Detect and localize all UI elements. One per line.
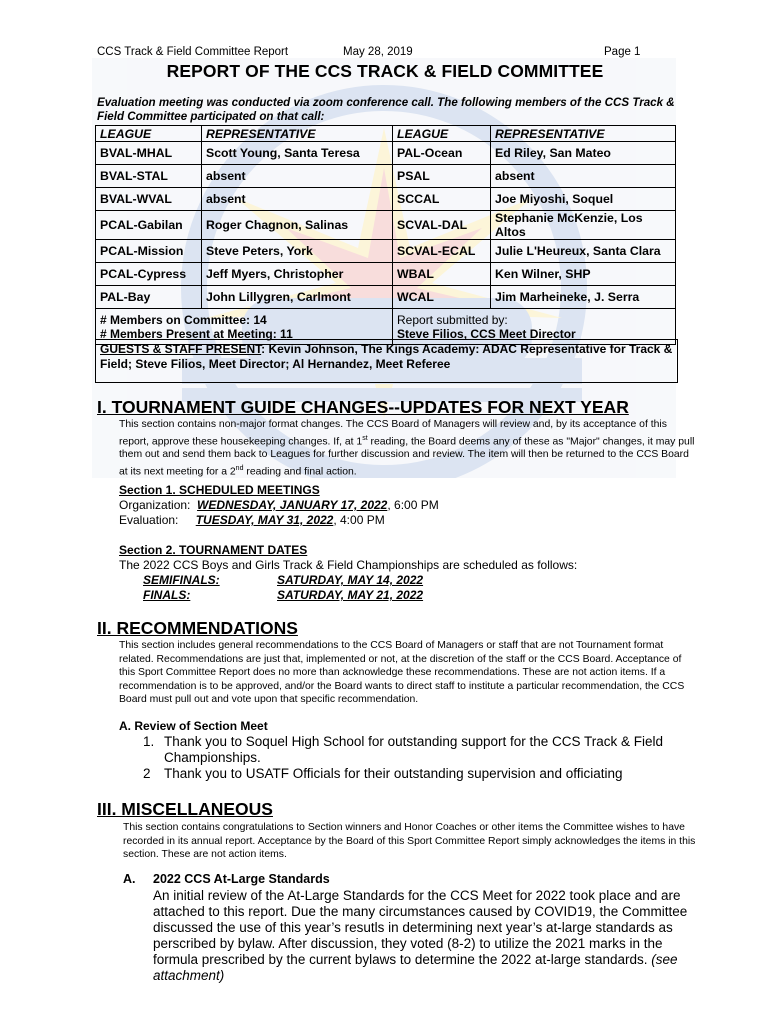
recommendation-item-2: Thank you to USATF Officials for their outstanding supervision and officiating [164, 766, 623, 781]
organization-label: Organization: [119, 498, 198, 512]
review-section-meet-heading: A. Review of Section Meet [119, 719, 268, 733]
table-row [96, 188, 676, 211]
section-1-para-c: reading and final action. [243, 466, 357, 478]
report-submitted-by: Steve Filios, CCS Meet Director [397, 326, 576, 341]
finals-date: SATURDAY, MAY 21, 2022 [277, 588, 424, 602]
table-row [96, 286, 676, 309]
header-date: May 28, 2019 [343, 46, 413, 58]
representatives-table [95, 125, 676, 345]
section-3-paragraph: This section contains congratulations to Section winners and Honor Coaches or other items the Committee wishes to have recorded in its annual report. Acceptance by the Board of this Sport Committee Report simply acknowledges the items in this section. These are not action items. [123, 822, 696, 860]
header-representative-2: REPRESENTATIVE [491, 126, 676, 142]
table-cell: PAL-Ocean [393, 142, 491, 165]
table-cell: SCVAL-DAL [393, 211, 491, 240]
table-row [96, 263, 676, 286]
table-cell: SCVAL-ECAL [393, 240, 491, 263]
guests-text: : Kevin Johnson, The Kings Academy: ADAC Representative for Track & Field; Steve Filios, Meet Director; Al Hernandez, Meet Referee [100, 342, 673, 371]
table-cell: Ed Riley, San Mateo [491, 142, 676, 165]
recommendation-item-1-number: 1. [143, 734, 155, 749]
table-cell: WCAL [393, 286, 491, 309]
report-title: REPORT OF THE CCS TRACK & FIELD COMMITTEE [166, 61, 604, 81]
superscript-nd: nd [235, 464, 244, 472]
table-cell: Stephanie McKenzie, Los Altos [491, 211, 676, 240]
table-row [96, 165, 676, 188]
finals-label: FINALS: [143, 588, 191, 602]
evaluation-date: TUESDAY, MAY 31, 2022 [195, 513, 334, 527]
evaluation-label: Evaluation: [119, 513, 192, 527]
table-cell: SCCAL [393, 188, 491, 211]
guests-staff-present [95, 339, 678, 383]
section-1-title: I. TOURNAMENT GUIDE CHANGES--UPDATES FOR NEXT YEAR [97, 397, 629, 417]
table-cell: BVAL-STAL [96, 165, 202, 188]
table-cell: Ken Wilner, SHP [491, 263, 676, 286]
section-1-paragraph [119, 418, 697, 479]
header-doc-name: CCS Track & Field Committee Report [97, 46, 289, 58]
table-cell: Jeff Myers, Christopher [202, 263, 393, 286]
header-representative-1: REPRESENTATIVE [202, 126, 393, 142]
intro-text: Evaluation meeting was conducted via zoom conference call. The following members of the CCS Track & Field Committee participated on that call: [97, 96, 675, 123]
recommendation-item-2-number: 2 [143, 766, 151, 781]
organization-date: WEDNESDAY, JANUARY 17, 2022 [197, 498, 388, 512]
semifinals-date: SATURDAY, MAY 14, 2022 [277, 573, 424, 587]
recommendation-item-1: Thank you to Soquel High School for outstanding support for the CCS Track & Field Championships. [164, 734, 664, 765]
at-large-standards-heading: 2022 CCS At-Large Standards [153, 872, 330, 886]
table-cell: PAL-Bay [96, 286, 202, 309]
table-row [96, 211, 676, 240]
section-1-para-a: This section contains non-major format changes. The CCS Board of Managers will review and, by its acceptance of this report, approve these housekeeping changes. If, at 1 [119, 419, 667, 447]
organization-time: , 6:00 PM [387, 498, 439, 512]
organization-meeting-line [119, 498, 439, 512]
evaluation-time: , 4:00 PM [333, 513, 385, 527]
table-cell: Steve Peters, York [202, 240, 393, 263]
at-large-standards-body [153, 888, 698, 984]
scheduled-meetings-heading: Section 1. SCHEDULED MEETINGS [119, 483, 320, 497]
superscript-st: st [362, 434, 368, 442]
table-cell: Jim Marheineke, J. Serra [491, 286, 676, 309]
at-large-letter: A. [123, 872, 136, 886]
section-2-title: II. RECOMMENDATIONS [97, 618, 298, 638]
section-1-para-b: reading, the Board deems any of these as "Major" changes, it may pull them out and send them back to Leagues for further discussion and review. The item will then be returned to the CCS Board at its next meeting for a 2 [119, 435, 695, 478]
header-league-2: LEAGUE [393, 126, 491, 142]
table-cell: PSAL [393, 165, 491, 188]
header-league-1: LEAGUE [96, 126, 202, 142]
members-present: # Members Present at Meeting: 11 [100, 326, 293, 341]
members-on-committee: # Members on Committee: 14 [100, 312, 267, 327]
table-row [96, 240, 676, 263]
table-cell: WBAL [393, 263, 491, 286]
table-cell: absent [202, 188, 393, 211]
table-cell: John Lillygren, Carlmont [202, 286, 393, 309]
table-cell: PCAL-Mission [96, 240, 202, 263]
table-cell: absent [491, 165, 676, 188]
section-2-paragraph: This section includes general recommendations to the CCS Board of Managers or staff that are not Tournament format related. Recommendations are just that, implemented or not, at the discretion of the staff or the CCS Board. Acceptance of this Sport Committee Report does no more than acknowledge these recommendations. These are not action items. If a recommendation is to be approved, and/or the Board wants to direct staff to institute a particular recommendation, the CCS Board must pull out and vote upon that specific recommendation. [119, 640, 685, 705]
table-cell: PCAL-Gabilan [96, 211, 202, 240]
at-large-body-text: An initial review of the At-Large Standards for the CCS Meet for 2022 took place and are attached to this report. Due the many circumstances caused by COVID19, the Committee discussed the use of this year’s resutls in determining next year’s at-large standards as perscribed by bylaw. After discussion, they voted (8-2) to utilize the 2021 marks in the formula prescribed by the current bylaws to determine the 2022 at-large standards. [153, 888, 688, 967]
table-header-row [96, 126, 676, 142]
tournament-dates-intro: The 2022 CCS Boys and Girls Track & Field Championships are scheduled as follows: [119, 558, 578, 572]
report-submitted-label: Report submitted by: [397, 312, 508, 327]
table-cell: absent [202, 165, 393, 188]
table-cell: Julie L'Heureux, Santa Clara [491, 240, 676, 263]
table-row [96, 142, 676, 165]
table-cell: Joe Miyoshi, Soquel [491, 188, 676, 211]
guests-label: GUESTS & STAFF PRESENT [100, 342, 262, 356]
see-attachment-note: (see attachment) [153, 952, 678, 983]
evaluation-meeting-line [119, 513, 385, 527]
table-cell: Scott Young, Santa Teresa [202, 142, 393, 165]
table-cell: BVAL-MHAL [96, 142, 202, 165]
semifinals-label: SEMIFINALS: [143, 573, 220, 587]
table-cell: PCAL-Cypress [96, 263, 202, 286]
table-cell: Roger Chagnon, Salinas [202, 211, 393, 240]
tournament-dates-heading: Section 2. TOURNAMENT DATES [119, 543, 308, 557]
header-page-number: Page 1 [604, 46, 641, 58]
section-3-title: III. MISCELLANEOUS [97, 799, 273, 819]
table-cell: BVAL-WVAL [96, 188, 202, 211]
